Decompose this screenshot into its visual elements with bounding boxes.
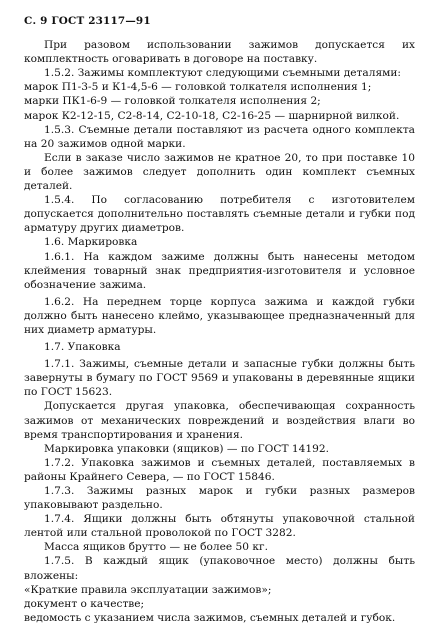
paragraph: 1.7.2. Упаковка зажимов и съемных деталей, поставляемых в районы Крайнего Севера, — по ГОСТ 15846. (24, 456, 415, 483)
page-header: С. 9 ГОСТ 23117—91 (24, 15, 151, 27)
paragraph: Допускается другая упаковка, обеспечивающая сохранность зажимов от механических повреждений и воздействия влаги во время транспортирования и хранения. (24, 400, 415, 441)
paragraph: 1.6.1. На каждом зажиме должны быть нанесены методом клеймения товарный знак предприятия-изготовителя и условное обозначение зажима. (24, 250, 415, 291)
paragraph: 1.7.4. Ящики должны быть обтянуты упаковочной стальной лентой или стальной проволокой по ГОСТ 3282. (24, 513, 415, 540)
paragraph: 1.7.3. Зажимы разных марок и губки разных размеров упаковывают раздельно. (24, 485, 415, 512)
paragraph: Если в заказе число зажимов не кратное 20, то при поставке 10 и более зажимов следует дополнить один комплект съемных деталей. (24, 151, 415, 193)
list-item: марок К2-12-15, С2-8-14, С2-10-18, С2-16-25 — шарнирной вилкой. (24, 109, 400, 122)
list-item: марок П1-3-5 и К1-4,5-6 — головкой толкателя исполнения 1; (24, 81, 372, 94)
paragraph: 1.5.3. Съемные детали поставляют из расчета одного комплекта на 20 зажимов одной марки. (24, 123, 415, 150)
list-item: марки ПК1-6-9 — головкой толкателя исполнения 2; (24, 95, 321, 108)
paragraph: При разовом использовании зажимов допускается их комплектность оговаривать в договоре на поставку. (24, 39, 415, 66)
section-heading: 1.6. Маркировка (44, 236, 138, 249)
paragraph: Масса ящиков брутто — не более 50 кг. (44, 541, 268, 554)
list-item: документ о качестве; (24, 597, 145, 610)
list-item: «Краткие правила эксплуатации зажимов»; (24, 583, 272, 596)
paragraph: 1.6.2. На переднем торце корпуса зажима и каждой губки должно быть нанесено клеймо, указывающее предназначенный для них диаметр арматуры. (24, 295, 415, 336)
paragraph: 1.5.4. По согласованию потребителя с изготовителем допускается дополнительно поставлять съемные детали и губки под арматуру других диаметров. (24, 194, 415, 235)
paragraph: 1.7.1. Зажимы, съемные детали и запасные губки должны быть завернуты в бумагу по ГОСТ 9569 и упакованы в деревянные ящики по ГОСТ 15623. (24, 358, 415, 399)
paragraph: 1.7.5. В каждый ящик (упаковочное место) должны быть вложены: (24, 555, 415, 582)
paragraph: Маркировка упаковки (ящиков) — по ГОСТ 14192. (44, 442, 329, 455)
paragraph: 1.5.2. Зажимы комплектуют следующими съемными деталями: (44, 67, 402, 80)
section-heading: 1.7. Упаковка (44, 341, 121, 354)
list-item: ведомость с указанием числа зажимов, съемных деталей и губок. (24, 611, 396, 624)
